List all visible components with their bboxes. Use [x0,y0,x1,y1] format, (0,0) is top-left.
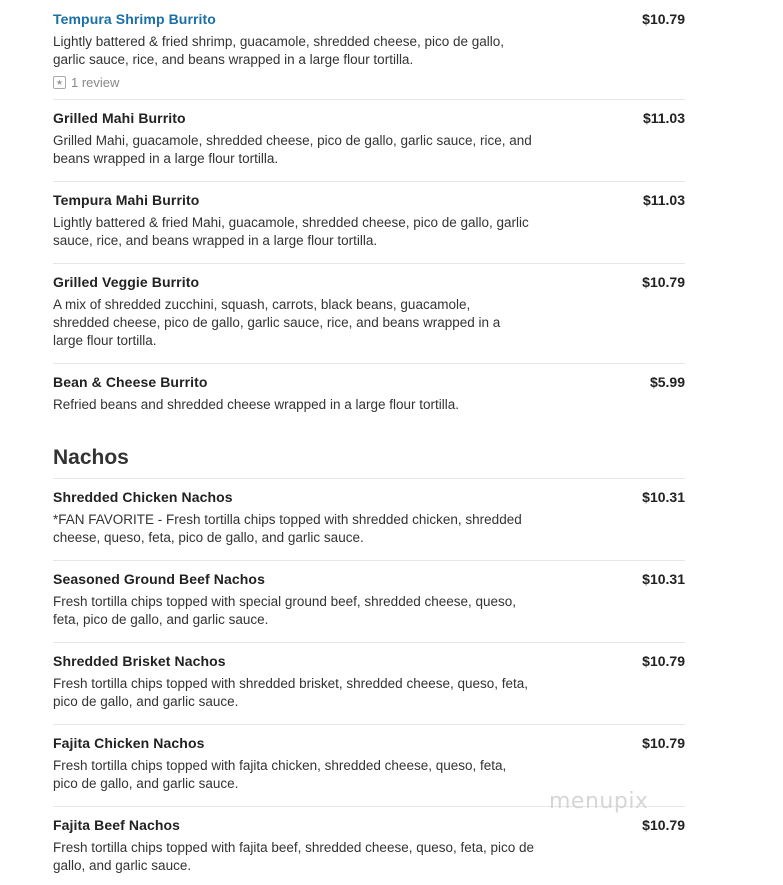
item-description: *FAN FAVORITE - Fresh tortilla chips topped with shredded chicken, shredded cheese, queso, feta, pico de gallo, and garlic sauce. [53,512,522,545]
menu-item [53,374,685,419]
section-title: Nachos [53,446,129,469]
menu-item [53,571,685,631]
item-description: Lightly battered & fried Mahi, guacamole, shredded cheese, pico de gallo, garlic sauce, rice, and beans wrapped in a large flour tortilla. [53,215,529,248]
item-price: $5.99 [649,374,685,390]
item-description: Refried beans and shredded cheese wrapped in a large flour tortilla. [53,397,460,412]
item-price: $10.31 [642,571,685,587]
item-name: Shredded Brisket Nachos [53,653,226,669]
item-price: $10.79 [642,653,685,669]
menu-item [53,11,685,91]
item-name: Grilled Mahi Burrito [53,110,186,126]
item-name: Tempura Mahi Burrito [53,192,200,208]
item-description: Fresh tortilla chips topped with fajita beef, shredded cheese, queso, feta, pico de gallo, and garlic sauce. [53,840,535,873]
menu-item [53,735,685,795]
divider [53,99,685,100]
item-description: Fresh tortilla chips topped with special ground beef, shredded cheese, queso, feta, pico de gallo, and garlic sauce. [53,594,517,627]
menu-item [53,489,685,549]
divider [53,181,685,182]
star-icon: ★ [53,76,66,89]
item-price: $11.03 [642,192,685,208]
item-name: Shredded Chicken Nachos [53,489,233,505]
menu-item [53,274,685,354]
menu-item [53,653,685,713]
divider [53,478,685,479]
item-price: $11.03 [642,110,685,126]
item-description: Fresh tortilla chips topped with fajita chicken, shredded cheese, queso, feta, pico de gallo, and garlic sauce. [53,758,507,791]
divider [53,560,685,561]
menu-item [53,110,685,170]
item-price: $10.79 [642,274,685,290]
item-name: Grilled Veggie Burrito [53,274,200,290]
item-price: $10.79 [642,817,685,833]
menu-item [53,192,685,252]
watermark-logo: menupix [549,789,649,814]
divider [53,642,685,643]
divider [53,724,685,725]
item-description: Lightly battered & fried shrimp, guacamole, shredded cheese, pico de gallo, garlic sauce, rice, and beans wrapped in a large flour tortilla. [53,34,505,67]
item-description: Grilled Mahi, guacamole, shredded cheese, pico de gallo, garlic sauce, rice, and beans wrapped in a large flour tortilla. [53,133,532,166]
item-name: Bean & Cheese Burrito [53,374,208,390]
item-description: A mix of shredded zucchini, squash, carrots, black beans, guacamole, shredded cheese, pico de gallo, garlic sauce, rice, and beans wrapped in a large flour tortilla. [53,297,501,348]
item-name: Fajita Chicken Nachos [53,735,205,751]
item-name-link[interactable]: Tempura Shrimp Burrito [53,11,216,27]
item-price: $10.79 [642,735,685,751]
divider [53,263,685,264]
item-name: Seasoned Ground Beef Nachos [53,571,265,587]
review-count: 1 review [71,75,120,90]
item-price: $10.79 [642,11,685,27]
item-price: $10.31 [642,489,685,505]
item-name: Fajita Beef Nachos [53,817,181,833]
review-link[interactable] [53,75,119,90]
divider [53,363,685,364]
menu-item [53,817,685,877]
item-description: Fresh tortilla chips topped with shredded brisket, shredded cheese, queso, feta, pico de gallo, and garlic sauce. [53,676,529,709]
